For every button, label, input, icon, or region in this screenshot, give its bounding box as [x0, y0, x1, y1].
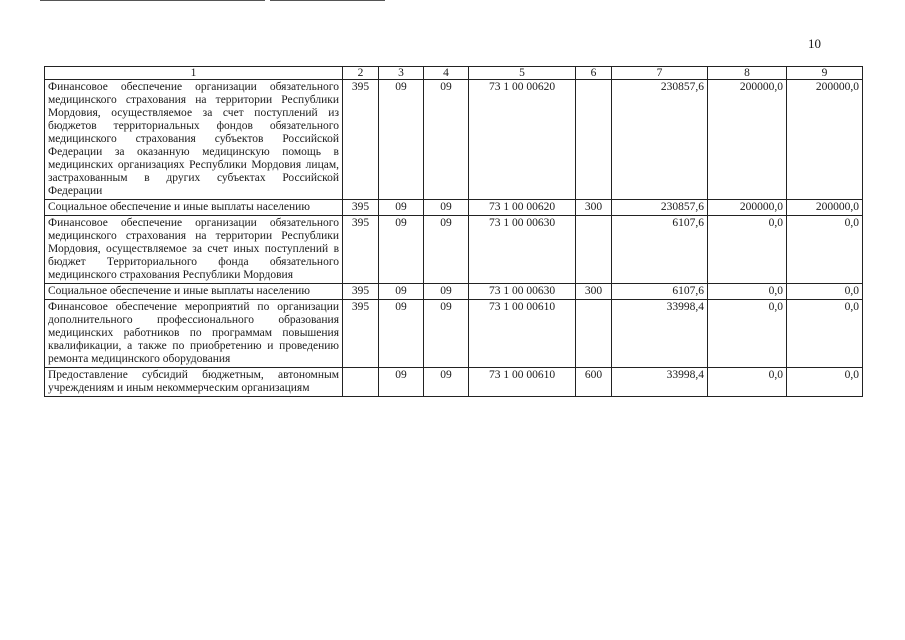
row-name: Предоставление субсидий бюджетным, автономным учреждениям и иным некоммерческим организациям	[45, 368, 343, 397]
header-col-4: 4	[424, 67, 469, 80]
row-section: 09	[379, 200, 424, 216]
row-section: 09	[379, 80, 424, 200]
row-amount-col7: 6107,6	[612, 216, 708, 284]
row-section: 09	[379, 300, 424, 368]
row-amount-col8: 0,0	[708, 284, 787, 300]
header-row	[45, 67, 863, 80]
row-ministry: 395	[343, 216, 379, 284]
row-amount-col9: 0,0	[787, 300, 863, 368]
header-col-9: 9	[787, 67, 863, 80]
row-section: 09	[379, 216, 424, 284]
table-row	[45, 216, 863, 284]
row-amount-col7: 230857,6	[612, 200, 708, 216]
table-row	[45, 200, 863, 216]
row-subsection: 09	[424, 216, 469, 284]
row-section: 09	[379, 368, 424, 397]
header-col-6: 6	[576, 67, 612, 80]
row-target-code: 73 1 00 00620	[469, 80, 576, 200]
row-amount-col9: 0,0	[787, 284, 863, 300]
row-target-code: 73 1 00 00620	[469, 200, 576, 216]
row-amount-col7: 230857,6	[612, 80, 708, 200]
row-amount-col8: 200000,0	[708, 200, 787, 216]
row-amount-col7: 33998,4	[612, 300, 708, 368]
row-target-code: 73 1 00 00630	[469, 284, 576, 300]
row-amount-col9: 0,0	[787, 368, 863, 397]
table-row	[45, 368, 863, 397]
table-row	[45, 284, 863, 300]
row-amount-col8: 0,0	[708, 216, 787, 284]
row-amount-col7: 6107,6	[612, 284, 708, 300]
row-subsection: 09	[424, 200, 469, 216]
row-expense-type	[576, 80, 612, 200]
header-col-8: 8	[708, 67, 787, 80]
row-target-code: 73 1 00 00610	[469, 300, 576, 368]
budget-table	[44, 66, 863, 397]
row-name: Финансовое обеспечение организации обязательного медицинского страхования на территории Республики Мордовия, осуществляемое за счет поступлений из бюджетов территориальных фондов обязательного медицинского страхования субъектов Российской Федерации за оказанную медицинскую помощь в медицинских организациях Республики Мордовия лицам, застрахованным в других субъектах Российской Федерации	[45, 80, 343, 200]
row-subsection: 09	[424, 80, 469, 200]
row-name: Социальное обеспечение и иные выплаты населению	[45, 284, 343, 300]
row-expense-type: 600	[576, 368, 612, 397]
page-number: 10	[808, 36, 821, 51]
row-ministry: 395	[343, 300, 379, 368]
row-amount-col7: 33998,4	[612, 368, 708, 397]
row-amount-col9: 200000,0	[787, 200, 863, 216]
row-amount-col8: 200000,0	[708, 80, 787, 200]
top-rule-left	[40, 0, 265, 1]
top-rule-right	[270, 0, 385, 1]
row-subsection: 09	[424, 284, 469, 300]
table-row	[45, 300, 863, 368]
row-ministry: 395	[343, 200, 379, 216]
row-expense-type	[576, 216, 612, 284]
row-name: Социальное обеспечение и иные выплаты населению	[45, 200, 343, 216]
row-target-code: 73 1 00 00630	[469, 216, 576, 284]
row-ministry	[343, 368, 379, 397]
row-section: 09	[379, 284, 424, 300]
header-col-1: 1	[45, 67, 343, 80]
row-ministry: 395	[343, 80, 379, 200]
row-name: Финансовое обеспечение организации обязательного медицинского страхования на территории Республики Мордовия, осуществляемое за счет иных поступлений в бюджет Территориального фонда обязательного медицинского страхования Республики Мордовия	[45, 216, 343, 284]
header-col-3: 3	[379, 67, 424, 80]
table-row	[45, 80, 863, 200]
row-amount-col9: 200000,0	[787, 80, 863, 200]
row-expense-type	[576, 300, 612, 368]
header-col-2: 2	[343, 67, 379, 80]
row-amount-col8: 0,0	[708, 300, 787, 368]
row-ministry: 395	[343, 284, 379, 300]
row-target-code: 73 1 00 00610	[469, 368, 576, 397]
row-expense-type: 300	[576, 284, 612, 300]
row-expense-type: 300	[576, 200, 612, 216]
header-col-5: 5	[469, 67, 576, 80]
header-col-7: 7	[612, 67, 708, 80]
row-name: Финансовое обеспечение мероприятий по организации дополнительного профессионального образования медицинских работников по программам повышения квалификации, а также по приобретению и проведению ремонта медицинского оборудования	[45, 300, 343, 368]
row-amount-col9: 0,0	[787, 216, 863, 284]
row-subsection: 09	[424, 300, 469, 368]
row-subsection: 09	[424, 368, 469, 397]
row-amount-col8: 0,0	[708, 368, 787, 397]
